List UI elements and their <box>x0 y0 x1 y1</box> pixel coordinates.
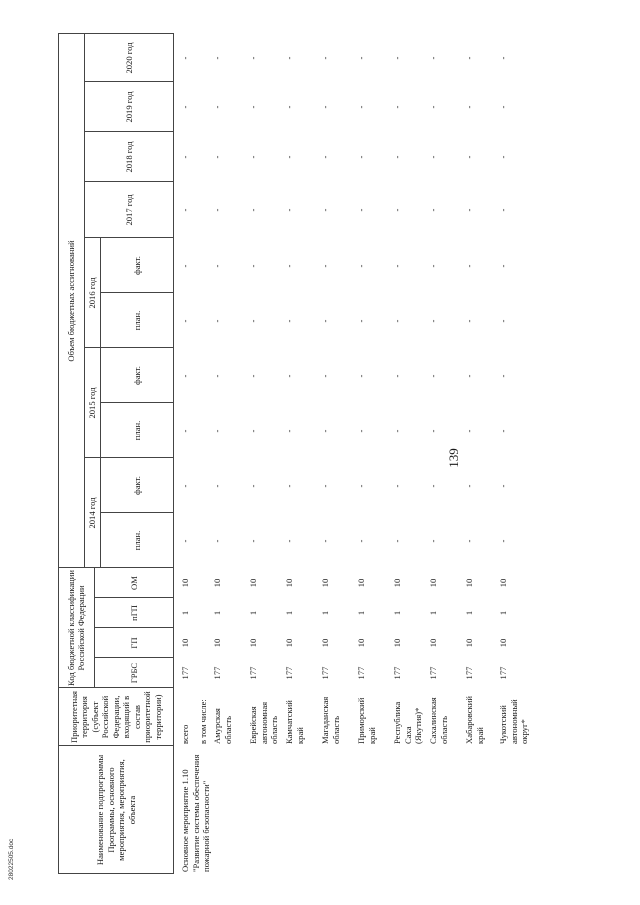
gp-cell: 10 <box>180 638 190 648</box>
table-row <box>464 34 498 874</box>
territory-cell: Чукотский автономный округ* <box>498 699 529 744</box>
value-cell: - <box>392 105 402 109</box>
gp-cell: 10 <box>356 638 366 648</box>
gp-cell: 10 <box>320 638 330 648</box>
gp-cell: 10 <box>498 638 508 648</box>
om-cell: 10 <box>498 578 508 588</box>
table-header <box>58 34 174 874</box>
value-cell: - <box>248 56 258 60</box>
gp-cell: 10 <box>212 638 222 648</box>
value-cell: - <box>392 264 402 268</box>
value-cell: - <box>180 155 190 159</box>
value-cell: - <box>464 56 474 60</box>
header-gp: ГП <box>128 637 139 649</box>
value-cell: - <box>212 319 222 323</box>
header-fact-2014: факт. <box>131 476 142 495</box>
pgp-cell: 1 <box>320 610 330 616</box>
grbs-cell: 177 <box>392 666 402 680</box>
value-cell: - <box>248 539 258 543</box>
territory-cell: Хабаровский край <box>464 696 485 744</box>
value-cell: - <box>498 539 508 543</box>
table-row <box>392 34 426 874</box>
value-cell: - <box>284 208 294 212</box>
value-cell: - <box>284 429 294 433</box>
value-cell: - <box>248 208 258 212</box>
value-cell: - <box>248 105 258 109</box>
value-cell: - <box>180 105 190 109</box>
table-row <box>248 34 282 874</box>
value-cell: - <box>320 105 330 109</box>
value-cell: - <box>180 484 190 488</box>
value-cell: - <box>320 374 330 378</box>
value-cell: - <box>498 429 508 433</box>
value-cell: - <box>464 374 474 378</box>
header-grbs: ГРБС <box>128 662 139 684</box>
header-om: ОМ <box>128 576 139 590</box>
header-plan-2016: план. <box>131 310 142 331</box>
value-cell: - <box>284 155 294 159</box>
pgp-cell: 1 <box>464 610 474 616</box>
grbs-cell: 177 <box>498 666 508 680</box>
value-cell: - <box>356 484 366 488</box>
value-cell: - <box>248 319 258 323</box>
table-row <box>320 34 354 874</box>
territory-cell: Еврейская автономная область <box>248 701 279 744</box>
value-cell: - <box>356 374 366 378</box>
grbs-cell: 177 <box>464 666 474 680</box>
value-cell: - <box>180 56 190 60</box>
om-cell: 10 <box>284 578 294 588</box>
header-name: Наименование подпрограммы Программы, основного мероприятия, мероприятия, объекта <box>95 754 137 866</box>
header-year-2020: 2020 год <box>123 42 134 74</box>
value-cell: - <box>284 56 294 60</box>
value-cell: - <box>464 429 474 433</box>
om-cell: 10 <box>428 578 438 588</box>
value-cell: - <box>248 484 258 488</box>
value-cell: - <box>320 539 330 543</box>
value-cell: - <box>392 429 402 433</box>
value-cell: - <box>212 429 222 433</box>
value-cell: - <box>320 56 330 60</box>
om-cell: 10 <box>464 578 474 588</box>
footer-doc-name: 28022505.doc <box>8 838 15 880</box>
header-code-group: Код бюджетной классификации Российской Федерации <box>65 570 86 686</box>
value-cell: - <box>392 539 402 543</box>
territory-cell: Амурская область <box>212 708 233 744</box>
header-year-2019: 2019 год <box>123 91 134 123</box>
value-cell: - <box>180 264 190 268</box>
value-cell: - <box>320 155 330 159</box>
value-cell: - <box>320 264 330 268</box>
value-cell: - <box>284 105 294 109</box>
pgp-cell: 1 <box>284 610 294 616</box>
value-cell: - <box>392 484 402 488</box>
pgp-cell: 1 <box>498 610 508 616</box>
value-cell: - <box>284 264 294 268</box>
value-cell: - <box>212 105 222 109</box>
pgp-cell: 1 <box>212 610 222 616</box>
value-cell: - <box>180 429 190 433</box>
table-row <box>428 34 462 874</box>
grbs-cell: 177 <box>212 666 222 680</box>
territory-cell: Приморский край <box>356 697 377 744</box>
gp-cell: 10 <box>284 638 294 648</box>
value-cell: - <box>356 319 366 323</box>
territory-cell: Камчатский край <box>284 700 305 744</box>
page-number: 139 <box>446 448 461 468</box>
om-cell: 10 <box>180 578 190 588</box>
value-cell: - <box>498 484 508 488</box>
value-cell: - <box>248 155 258 159</box>
value-cell: - <box>356 429 366 433</box>
value-cell: - <box>356 539 366 543</box>
value-cell: - <box>212 208 222 212</box>
value-cell: - <box>248 429 258 433</box>
header-territory: Приоритетная территория (субъект Российской Федерации, входящий в состав приоритетной территории) <box>68 691 163 743</box>
value-cell: - <box>498 374 508 378</box>
header-plan-2015: план. <box>131 420 142 441</box>
pgp-cell: 1 <box>248 610 258 616</box>
om-cell: 10 <box>212 578 222 588</box>
header-volume-group: Объем бюджетных ассигнований <box>65 240 76 362</box>
grbs-cell: 177 <box>356 666 366 680</box>
header-year-2015: 2015 год <box>86 387 97 419</box>
value-cell: - <box>464 105 474 109</box>
value-cell: - <box>356 264 366 268</box>
om-cell: 10 <box>356 578 366 588</box>
value-cell: - <box>180 319 190 323</box>
header-year-2014: 2014 год <box>86 497 97 529</box>
value-cell: - <box>392 56 402 60</box>
value-cell: - <box>320 208 330 212</box>
value-cell: - <box>212 484 222 488</box>
main-item-name: Основное мероприятие 1.10 "Развитие системы обеспечения пожарной безопасности" <box>180 754 211 872</box>
value-cell: - <box>428 539 438 543</box>
value-cell: - <box>212 264 222 268</box>
value-cell: - <box>212 155 222 159</box>
value-cell: - <box>356 56 366 60</box>
value-cell: - <box>392 208 402 212</box>
value-cell: - <box>464 264 474 268</box>
om-cell: 10 <box>392 578 402 588</box>
value-cell: - <box>464 539 474 543</box>
value-cell: - <box>320 484 330 488</box>
value-cell: - <box>180 208 190 212</box>
header-year-2018: 2018 год <box>123 141 134 173</box>
value-cell: - <box>428 429 438 433</box>
grbs-cell: 177 <box>248 666 258 680</box>
rotated-table <box>58 34 548 874</box>
value-cell: - <box>180 539 190 543</box>
territory-cell: Сахалинская область <box>428 697 449 744</box>
territory-cell: всего <box>180 724 190 744</box>
gp-cell: 10 <box>428 638 438 648</box>
header-year-2016: 2016 год <box>86 277 97 309</box>
om-cell: 10 <box>320 578 330 588</box>
table-row <box>498 34 532 874</box>
header-fact-2016: факт. <box>131 256 142 275</box>
value-cell: - <box>320 429 330 433</box>
gp-cell: 10 <box>248 638 258 648</box>
value-cell: - <box>498 319 508 323</box>
value-cell: - <box>248 374 258 378</box>
table-row <box>212 34 246 874</box>
grbs-cell: 177 <box>320 666 330 680</box>
pgp-cell: 1 <box>356 610 366 616</box>
value-cell: - <box>212 56 222 60</box>
value-cell: - <box>356 155 366 159</box>
grbs-cell: 177 <box>428 666 438 680</box>
value-cell: - <box>392 374 402 378</box>
value-cell: - <box>498 155 508 159</box>
value-cell: - <box>284 539 294 543</box>
table-row <box>284 34 318 874</box>
value-cell: - <box>428 374 438 378</box>
value-cell: - <box>428 105 438 109</box>
table-row <box>356 34 390 874</box>
value-cell: - <box>428 56 438 60</box>
gp-cell: 10 <box>392 638 402 648</box>
header-pgp: пГП <box>128 605 139 621</box>
value-cell: - <box>464 208 474 212</box>
header-right-border <box>58 33 174 34</box>
value-cell: - <box>498 208 508 212</box>
value-cell: - <box>428 208 438 212</box>
pgp-cell: 1 <box>392 610 402 616</box>
value-cell: - <box>356 105 366 109</box>
value-cell: - <box>498 264 508 268</box>
value-cell: - <box>392 155 402 159</box>
header-year-2017: 2017 год <box>123 194 134 226</box>
value-cell: - <box>356 208 366 212</box>
territory-cell: Магаданская область <box>320 696 341 744</box>
value-cell: - <box>464 484 474 488</box>
gp-cell: 10 <box>464 638 474 648</box>
value-cell: - <box>284 374 294 378</box>
value-cell: - <box>284 484 294 488</box>
om-cell: 10 <box>248 578 258 588</box>
header-fact-2015: факт. <box>131 366 142 385</box>
territory-cell: Республика Саха (Якутия)* <box>392 701 423 744</box>
value-cell: - <box>212 539 222 543</box>
grbs-cell: 177 <box>284 666 294 680</box>
value-cell: - <box>180 374 190 378</box>
value-cell: - <box>498 56 508 60</box>
value-cell: - <box>428 155 438 159</box>
territory-cell: в том числе: <box>198 699 208 744</box>
header-plan-2014: план. <box>131 530 142 551</box>
value-cell: - <box>212 374 222 378</box>
value-cell: - <box>428 264 438 268</box>
pgp-cell: 1 <box>428 610 438 616</box>
value-cell: - <box>320 319 330 323</box>
value-cell: - <box>464 155 474 159</box>
value-cell: - <box>428 319 438 323</box>
grbs-cell: 177 <box>180 666 190 680</box>
value-cell: - <box>498 105 508 109</box>
value-cell: - <box>248 264 258 268</box>
value-cell: - <box>464 319 474 323</box>
value-cell: - <box>392 319 402 323</box>
value-cell: - <box>428 484 438 488</box>
pgp-cell: 1 <box>180 610 190 616</box>
value-cell: - <box>284 319 294 323</box>
